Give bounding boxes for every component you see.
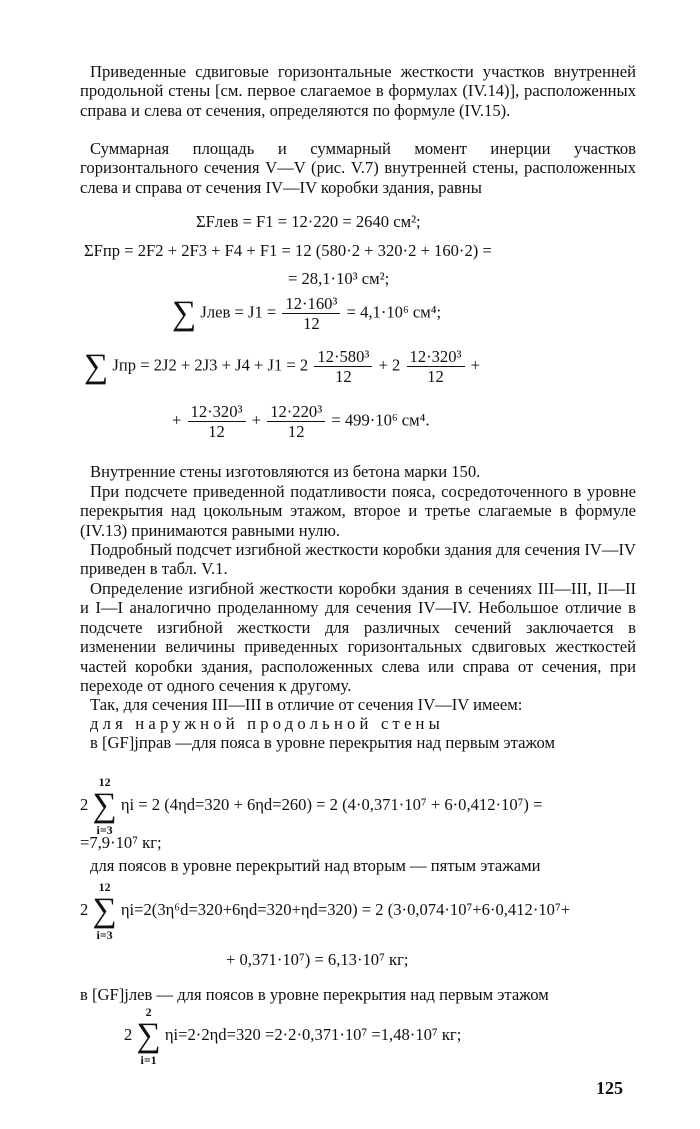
equation-belts-second-fifth <box>80 880 570 942</box>
sum-lower-limit: i=3 <box>96 928 113 942</box>
sum-symbol: ∑ <box>136 1017 161 1054</box>
equation-coefficient: 2 <box>80 899 89 919</box>
paragraph-section-three: Так, для сечения III—III в отличие от сечения IV—IV имеем: <box>90 695 523 714</box>
paragraph-left-belt-first-floor: в [GF]jлев — для поясов в уровне перекрытия над первым этажом <box>80 985 549 1004</box>
sum-symbol: ∑ <box>92 787 117 824</box>
fraction-denominator: 12 <box>303 314 320 333</box>
equation-plus: + <box>251 410 262 430</box>
fraction-denominator: 12 <box>208 422 225 441</box>
equation-body: ηi=2(3η⁶d=320+6ηd=320+ηd=320) = 2 (3·0,074·10⁷+6·0,412·10⁷+ <box>120 899 571 919</box>
equation-belts-second-fifth-result: + 0,371·10⁷) = 6,13·10⁷ кг; <box>226 950 409 969</box>
equation-inertia-right-cont <box>172 402 430 441</box>
equation-body: ηi=2·2ηd=320 =2·2·0,371·10⁷ =1,48·10⁷ кг; <box>164 1024 462 1044</box>
equation-body: ηi = 2 (4ηd=320 + 6ηd=260) = 2 (4·0,371·10⁷ + 6·0,412·10⁷) = <box>120 794 543 814</box>
fraction-denominator: 12 <box>335 367 352 386</box>
equation-inertia-right-result: = 499·10⁶ см⁴. <box>331 410 430 430</box>
sum-symbol: ∑ <box>84 347 109 385</box>
fraction-numerator: 12·320³ <box>407 347 465 367</box>
sum-upper-limit: 2 <box>145 1005 152 1019</box>
paragraph-area-inertia: Суммарная площадь и суммарный момент инерции участков горизонтального сечения V—V (рис. V.7) внутренней стены, расположенных слева и справа от сечения IV—IV коробки здания, равны <box>80 139 636 197</box>
equation-coefficient: 2 <box>124 1024 133 1044</box>
fraction-denominator: 12 <box>427 367 444 386</box>
fraction-numerator: 12·160³ <box>282 294 340 314</box>
sum-with-limits <box>92 775 116 837</box>
sum-lower-limit: i=1 <box>140 1053 157 1067</box>
equation-left-belt-first-floor <box>124 1005 461 1067</box>
fraction-numerator: 12·320³ <box>188 402 246 422</box>
sum-lower-limit: i=3 <box>96 823 113 837</box>
sum-upper-limit: 12 <box>98 880 111 894</box>
fraction <box>282 294 340 333</box>
paragraph-concrete-grade: Внутренние стены изготовляются из бетона марки 150. <box>90 462 481 481</box>
fraction <box>267 402 325 441</box>
paragraph-right-belt-first-floor: в [GF]jправ —для пояса в уровне перекрытия над первым этажом <box>90 733 555 752</box>
equation-right-belt-first-floor <box>80 775 542 837</box>
equation-inertia-left-rhs: = 4,1·10⁶ см⁴; <box>346 302 442 322</box>
equation-inertia-left <box>172 294 441 333</box>
fraction <box>188 402 246 441</box>
equation-area-right-result: = 28,1·10³ см²; <box>288 269 390 288</box>
fraction <box>407 347 465 386</box>
equation-inertia-right <box>84 347 480 386</box>
paragraph-belts-second-fifth: для поясов в уровне перекрытий над вторым — пятым этажами <box>90 856 541 875</box>
equation-leading-plus: + <box>172 410 182 430</box>
sum-upper-limit: 12 <box>98 775 111 789</box>
equation-inertia-left-lhs: Jлев = J1 = <box>200 302 277 322</box>
equation-area-right: ΣFпр = 2F2 + 2F3 + F4 + F1 = 12 (580·2 + 320·2 + 160·2) = <box>84 241 492 260</box>
equation-inertia-right-lhs: Jпр = 2J2 + 2J3 + J4 + J1 = 2 <box>112 355 309 375</box>
paragraph-belt-compliance: При подсчете приведенной податливости пояса, сосредоточенного в уровне перекрытия над цокольным этажом, второе и третье слагаемые в формуле (IV.13) принимаются равными нулю. <box>80 482 636 540</box>
equation-area-left: ΣFлев = F1 = 12·220 = 2640 см²; <box>196 212 421 231</box>
sum-with-limits <box>92 880 116 942</box>
equation-coefficient: 2 <box>80 794 89 814</box>
fraction-denominator: 12 <box>287 422 305 441</box>
fraction <box>314 347 372 386</box>
sum-symbol: ∑ <box>92 892 117 929</box>
equation-trailing-plus: + <box>470 355 481 375</box>
sum-with-limits <box>136 1005 160 1067</box>
heading-outer-wall: для наружной продольной стены <box>90 714 444 733</box>
equation-right-belt-first-floor-result: =7,9·10⁷ кг; <box>80 833 162 852</box>
fraction-numerator: 12·580³ <box>314 347 372 367</box>
page-number: 125 <box>596 1078 623 1098</box>
paragraph-shear-stiffness: Приведенные сдвиговые горизонтальные жесткости участков внутренней продольной стены [см. первое слагаемое в формулах (IV.14)], расположенных справа и слева от сечения, определяются по формуле (IV.15). <box>80 62 636 120</box>
fraction-numerator: 12·220³ <box>267 402 325 422</box>
paragraph-other-sections: Определение изгибной жесткости коробки здания в сечениях III—III, II—II и I—I аналогично проделанному для сечения IV—IV. Небольшое отличие в подсчете изгибной жесткости для различных сечений заключается в изменении величины приведенных горизонтальных сдвиговых жесткостей частей коробки здания, расположенных слева или справа от сечения, при переходе от одного сечения к другому. <box>80 579 636 696</box>
sum-symbol: ∑ <box>172 294 197 332</box>
paragraph-table-reference: Подробный подсчет изгибной жесткости коробки здания для сечения IV—IV приведен в табл. V.1. <box>80 540 636 579</box>
equation-plus-two: + 2 <box>378 355 401 375</box>
